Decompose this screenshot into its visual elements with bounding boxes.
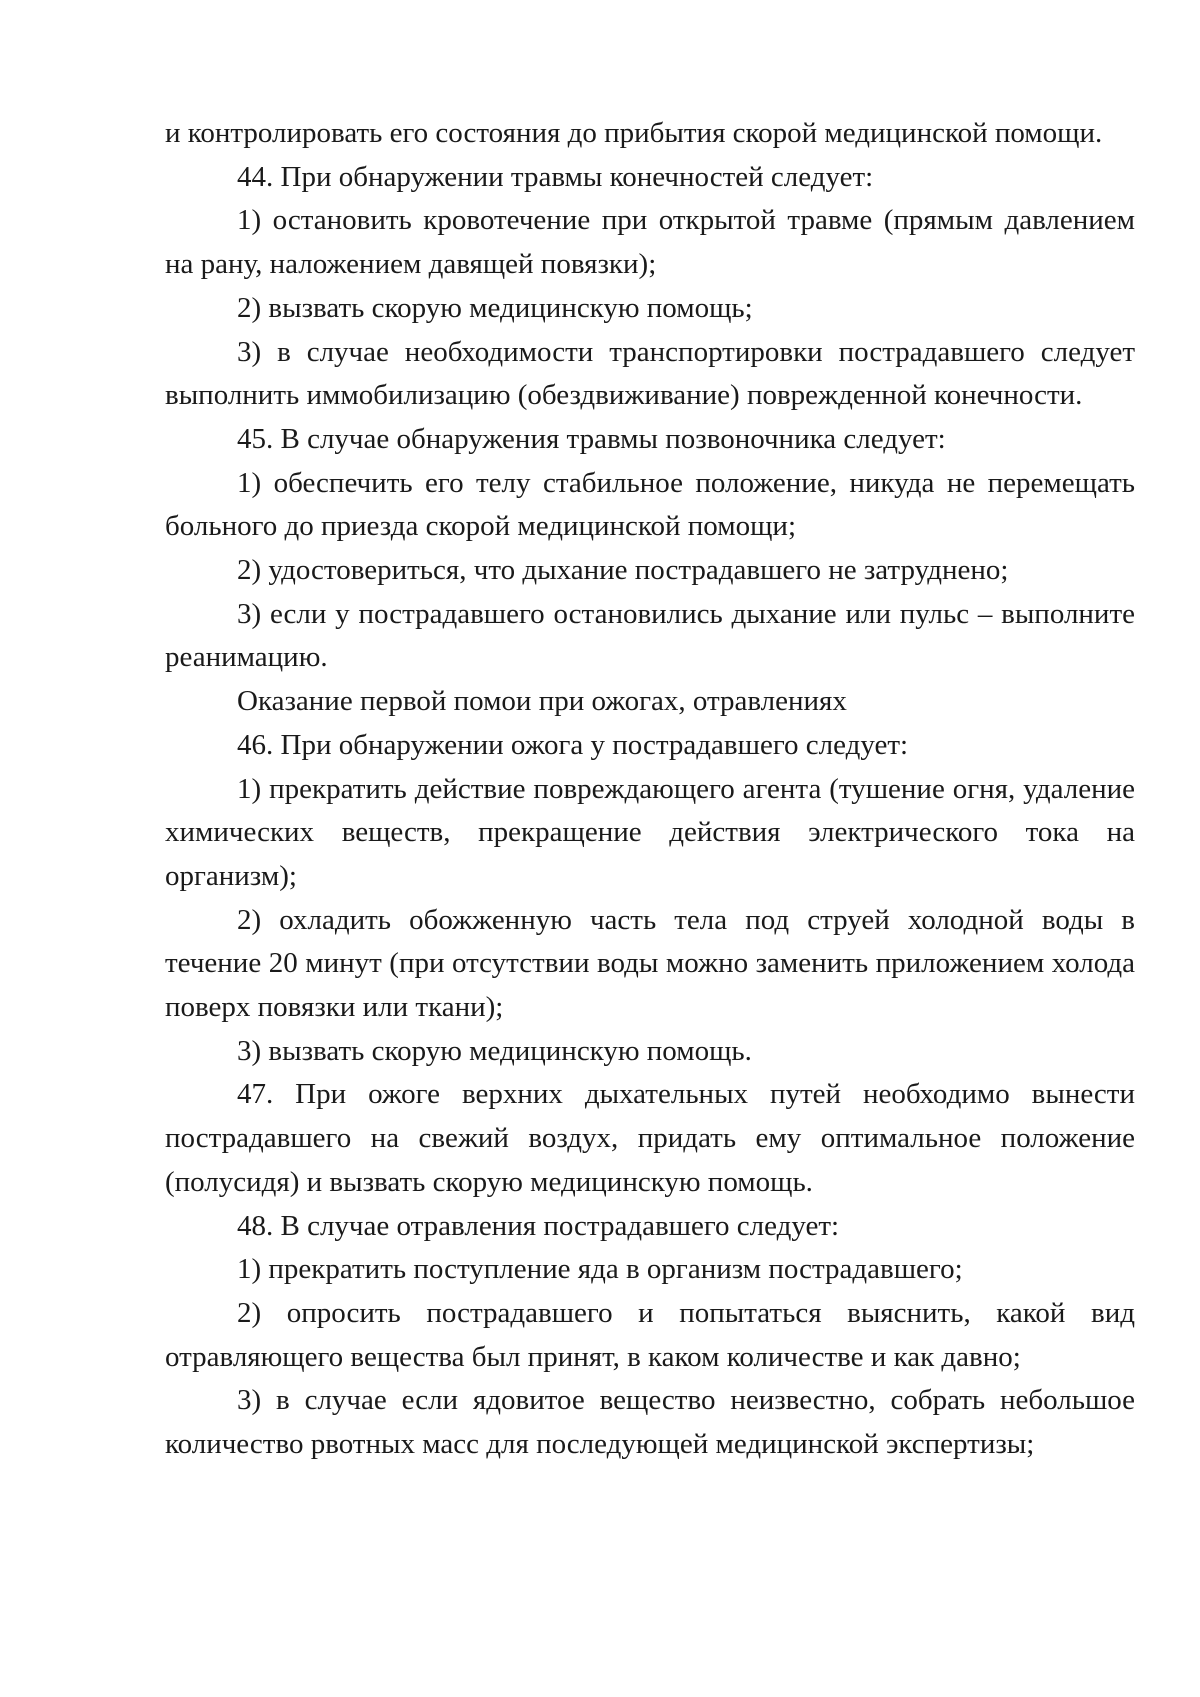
paragraph-item-45-2: 2) удостовериться, что дыхание пострадавшего не затруднено; (237, 554, 1009, 587)
paragraph-item-46-3: 3) вызвать скорую медицинскую помощь. (237, 1034, 752, 1067)
section-heading: Оказание первой помои при ожогах, отравлениях (237, 685, 847, 718)
paragraph-item-44-1: 1) остановить кровотечение при открытой травме (прямым давлением на рану, наложением давящей повязки); (165, 204, 1135, 281)
paragraph-item-46-2: 2) охладить обожженную часть тела под струей холодной воды в течение 20 минут (при отсутствии воды можно заменить приложением холода поверх повязки или ткани); (165, 903, 1135, 1024)
paragraph-item-48: 48. В случае отравления пострадавшего следует: (237, 1209, 840, 1242)
paragraph-item-44-3: 3) в случае необходимости транспортировки пострадавшего следует выполнить иммобилизацию (обездвиживание) поврежденной конечности. (165, 335, 1135, 412)
paragraph-item-46: 46. При обнаружении ожога у пострадавшего следует: (237, 728, 909, 761)
paragraph-item-48-3: 3) в случае если ядовитое вещество неизвестно, собрать небольшое количество рвотных масс для последующей медицинской экспертизы; (165, 1384, 1135, 1461)
document-page (165, 112, 1135, 1467)
paragraph-item-45-3: 3) если у пострадавшего остановились дыхание или пульс – выполните реанимацию. (165, 597, 1135, 674)
paragraph-item-45: 45. В случае обнаружения травмы позвоночника следует: (237, 422, 946, 455)
paragraph-item-44-2: 2) вызвать скорую медицинскую помощь; (237, 291, 753, 324)
paragraph-item-44: 44. При обнаружении травмы конечностей следует: (237, 160, 874, 193)
paragraph-item-48-1: 1) прекратить поступление яда в организм пострадавшего; (237, 1253, 963, 1286)
paragraph-item-48-2: 2) опросить пострадавшего и попытаться выяснить, какой вид отравляющего вещества был принят, в каком количестве и как давно; (165, 1296, 1135, 1373)
paragraph-item-47: 47. При ожоге верхних дыхательных путей необходимо вынести пострадавшего на свежий воздух, придать ему оптимальное положение (полусидя) и вызвать скорую медицинскую помощь. (165, 1078, 1135, 1198)
paragraph-item-45-1: 1) обеспечить его телу стабильное положение, никуда не перемещать больного до приезда скорой медицинской помощи; (165, 466, 1135, 543)
paragraph-item-46-1: 1) прекратить действие повреждающего агента (тушение огня, удаление химических веществ, прекращение действия электрического тока на организм); (165, 772, 1135, 892)
paragraph-continuation: и контролировать его состояния до прибытия скорой медицинской помощи. (165, 117, 1103, 149)
